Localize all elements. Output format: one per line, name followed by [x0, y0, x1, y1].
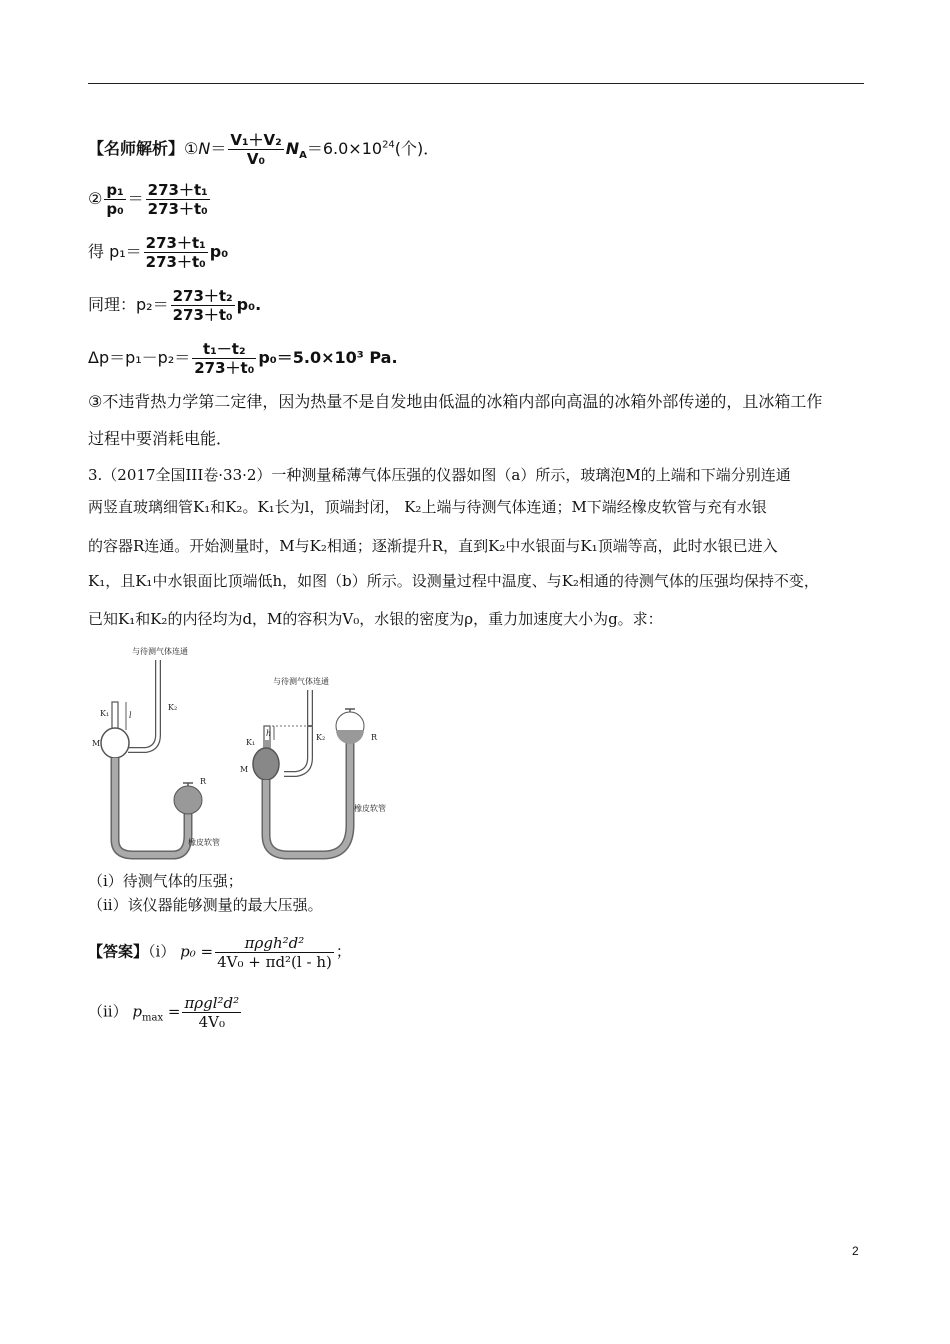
answer-end1: ； [335, 942, 351, 961]
eq4-num: 273＋t₂ [172, 287, 233, 305]
page-number: 2 [852, 1244, 859, 1258]
fig-b-k2-label: K₂ [316, 733, 326, 742]
eq1-lhs: N [198, 139, 211, 158]
fig-a-bulb-m [101, 728, 129, 758]
eq1-rhs: N [285, 139, 300, 158]
question-line3: 的容器R连通。开始测量时，M与K₂相通；逐渐提升R，直到K₂中水银面与K₁顶端等高，此时水银已进入 [88, 537, 778, 555]
question-sub2: （ii）该仪器能够测量的最大压强。 [88, 896, 323, 914]
fig-b-hose-label: 橡皮软管 [354, 804, 386, 813]
fig-b-k1-label: K₁ [246, 738, 256, 747]
eq5-tail: p₀＝5.0×10³ Pa. [258, 348, 398, 367]
answer-pmax-sub: max [142, 1012, 164, 1024]
fig-a-m-label: M [92, 739, 101, 748]
answer-eq1: = [200, 942, 214, 961]
question-sub1: （i）待测气体的压强； [88, 872, 243, 890]
fig-a-k2-bore [128, 660, 158, 750]
question-line4: K₁，且K₁中水银面比顶端低h，如图（b）所示。设测量过程中温度、与K₂相通的待测气体的压强均保持不变， [88, 572, 819, 590]
fig-a-top-label: 与待测气体连通 [132, 647, 188, 656]
answer-label: 【答案】 [88, 942, 149, 961]
fig-a-k1-label: K₁ [100, 709, 110, 718]
answer-den2: 4V₀ [198, 1013, 225, 1031]
answer-p0: p₀ [180, 942, 196, 961]
eq4-tail: p₀. [236, 295, 262, 314]
fig-a-k2-tube [128, 660, 158, 750]
fig-b-r-label: R [371, 733, 378, 742]
analysis-eq1: 【名师解析】①N＝ $\frac{\text{V₁＋V₂}}{\text{V₀}}$ $N_A=6.0\times 10^{24}$(个)． [88, 131, 440, 168]
fig-a-reservoir [174, 786, 202, 814]
fig-b-m-label: M [240, 765, 249, 774]
eq1-unit: (个)． [394, 139, 440, 158]
answer-fraction1 [215, 934, 334, 971]
analysis-eq6-line1: ③不违背热力学第二定律，因为热量不是自发地由低温的冰箱内部向高温的冰箱外部传递的，且冰箱工作 [88, 392, 823, 411]
answer-part1 [88, 934, 351, 971]
fig-b-h-label: h [266, 729, 272, 738]
fig-a-hose-label: 橡皮软管 [188, 838, 220, 847]
circled-two: ② [88, 189, 103, 208]
question-line5: 已知K₁和K₂的内径均为d，M的容积为V₀，水银的密度为ρ，重力加速度大小为g。求： [88, 610, 663, 628]
eq2-fraction-right [146, 181, 210, 218]
eq1-exp: 24 [382, 139, 395, 151]
eq2-num-left: p₁ [106, 181, 124, 199]
apparatus-figure [88, 640, 408, 870]
analysis-eq5 [88, 340, 398, 377]
figure-b [240, 676, 386, 855]
answer-num1: πρgh²d² [215, 934, 334, 953]
eq3-tail: p₀ [209, 242, 229, 261]
fig-b-top-label: 与待测气体连通 [273, 677, 329, 686]
eq3-prefix: 得 p₁＝ [88, 242, 142, 261]
fig-b-k2-tube [284, 690, 310, 774]
answer-eq2: = [167, 1002, 181, 1021]
eq5-prefix: Δp＝p₁－p₂＝ [88, 348, 191, 367]
eq5-num: t₁－t₂ [192, 340, 256, 359]
eq1-value: ＝6.0×10 [306, 139, 383, 158]
figure-a [92, 646, 220, 855]
eq1-rhs-sub: A [299, 150, 307, 162]
eq4-fraction [171, 287, 235, 324]
answer-part2 [88, 994, 243, 1031]
fig-b-reservoir-mercury [336, 730, 364, 744]
eq5-fraction [192, 340, 256, 377]
fig-b-bulb-m [253, 748, 279, 780]
fig-a-r-label: R [200, 777, 207, 786]
analysis-eq3 [88, 234, 228, 271]
eq4-prefix: 同理：p₂＝ [88, 295, 169, 314]
eq3-fraction [144, 234, 208, 271]
fig-a-k2-label: K₂ [168, 703, 178, 712]
fig-a-l-label: l [129, 711, 132, 720]
eq2-den-left: p₀ [106, 200, 124, 218]
fig-b-k2-bore [284, 690, 310, 774]
eq5-den: 273＋t₀ [194, 359, 255, 377]
eq1-fraction [228, 131, 283, 168]
question-line1: 3.（2017全国III卷·33·2）一种测量稀薄气体压强的仪器如图（a）所示，玻璃泡M的上端和下端分别连通 [88, 466, 791, 484]
answer-den1: 4V₀ + πd²(l - h) [217, 953, 332, 971]
analysis-label: 【名师解析】 [88, 139, 185, 158]
eq2-den-right: 273＋t₀ [147, 200, 208, 218]
eq3-num: 273＋t₁ [145, 234, 206, 252]
answer-pmax: p [132, 1002, 142, 1021]
header-rule [88, 83, 864, 84]
analysis-eq4 [88, 287, 261, 324]
answer-part1-marker: （i） [148, 942, 176, 961]
analysis-eq2: ② $\frac{\text{p₁}}{\text{p₀}}$ ＝ $\frac{\text{273＋t₁}}{\text{273＋t₀}}$ [88, 181, 208, 218]
eq1-den: V₀ [246, 150, 266, 168]
answer-part2-marker: （ii） [88, 1002, 128, 1021]
eq2-fraction-left [104, 181, 125, 218]
eq2-num-right: 273＋t₁ [147, 181, 208, 199]
eq3-den: 273＋t₀ [145, 253, 206, 271]
question-line2: 两竖直玻璃细管K₁和K₂。K₁长为l，顶端封闭， K₂上端与待测气体连通；M下端经橡皮软管与充有水银 [88, 498, 767, 516]
circled-one: ① [184, 139, 199, 158]
answer-num2: πρgl²d² [184, 994, 240, 1012]
eq1-num: V₁＋V₂ [230, 131, 282, 149]
analysis-eq6-line2: 过程中要消耗电能． [88, 429, 233, 448]
answer-fraction2 [182, 994, 241, 1031]
eq4-den: 273＋t₀ [172, 306, 233, 324]
